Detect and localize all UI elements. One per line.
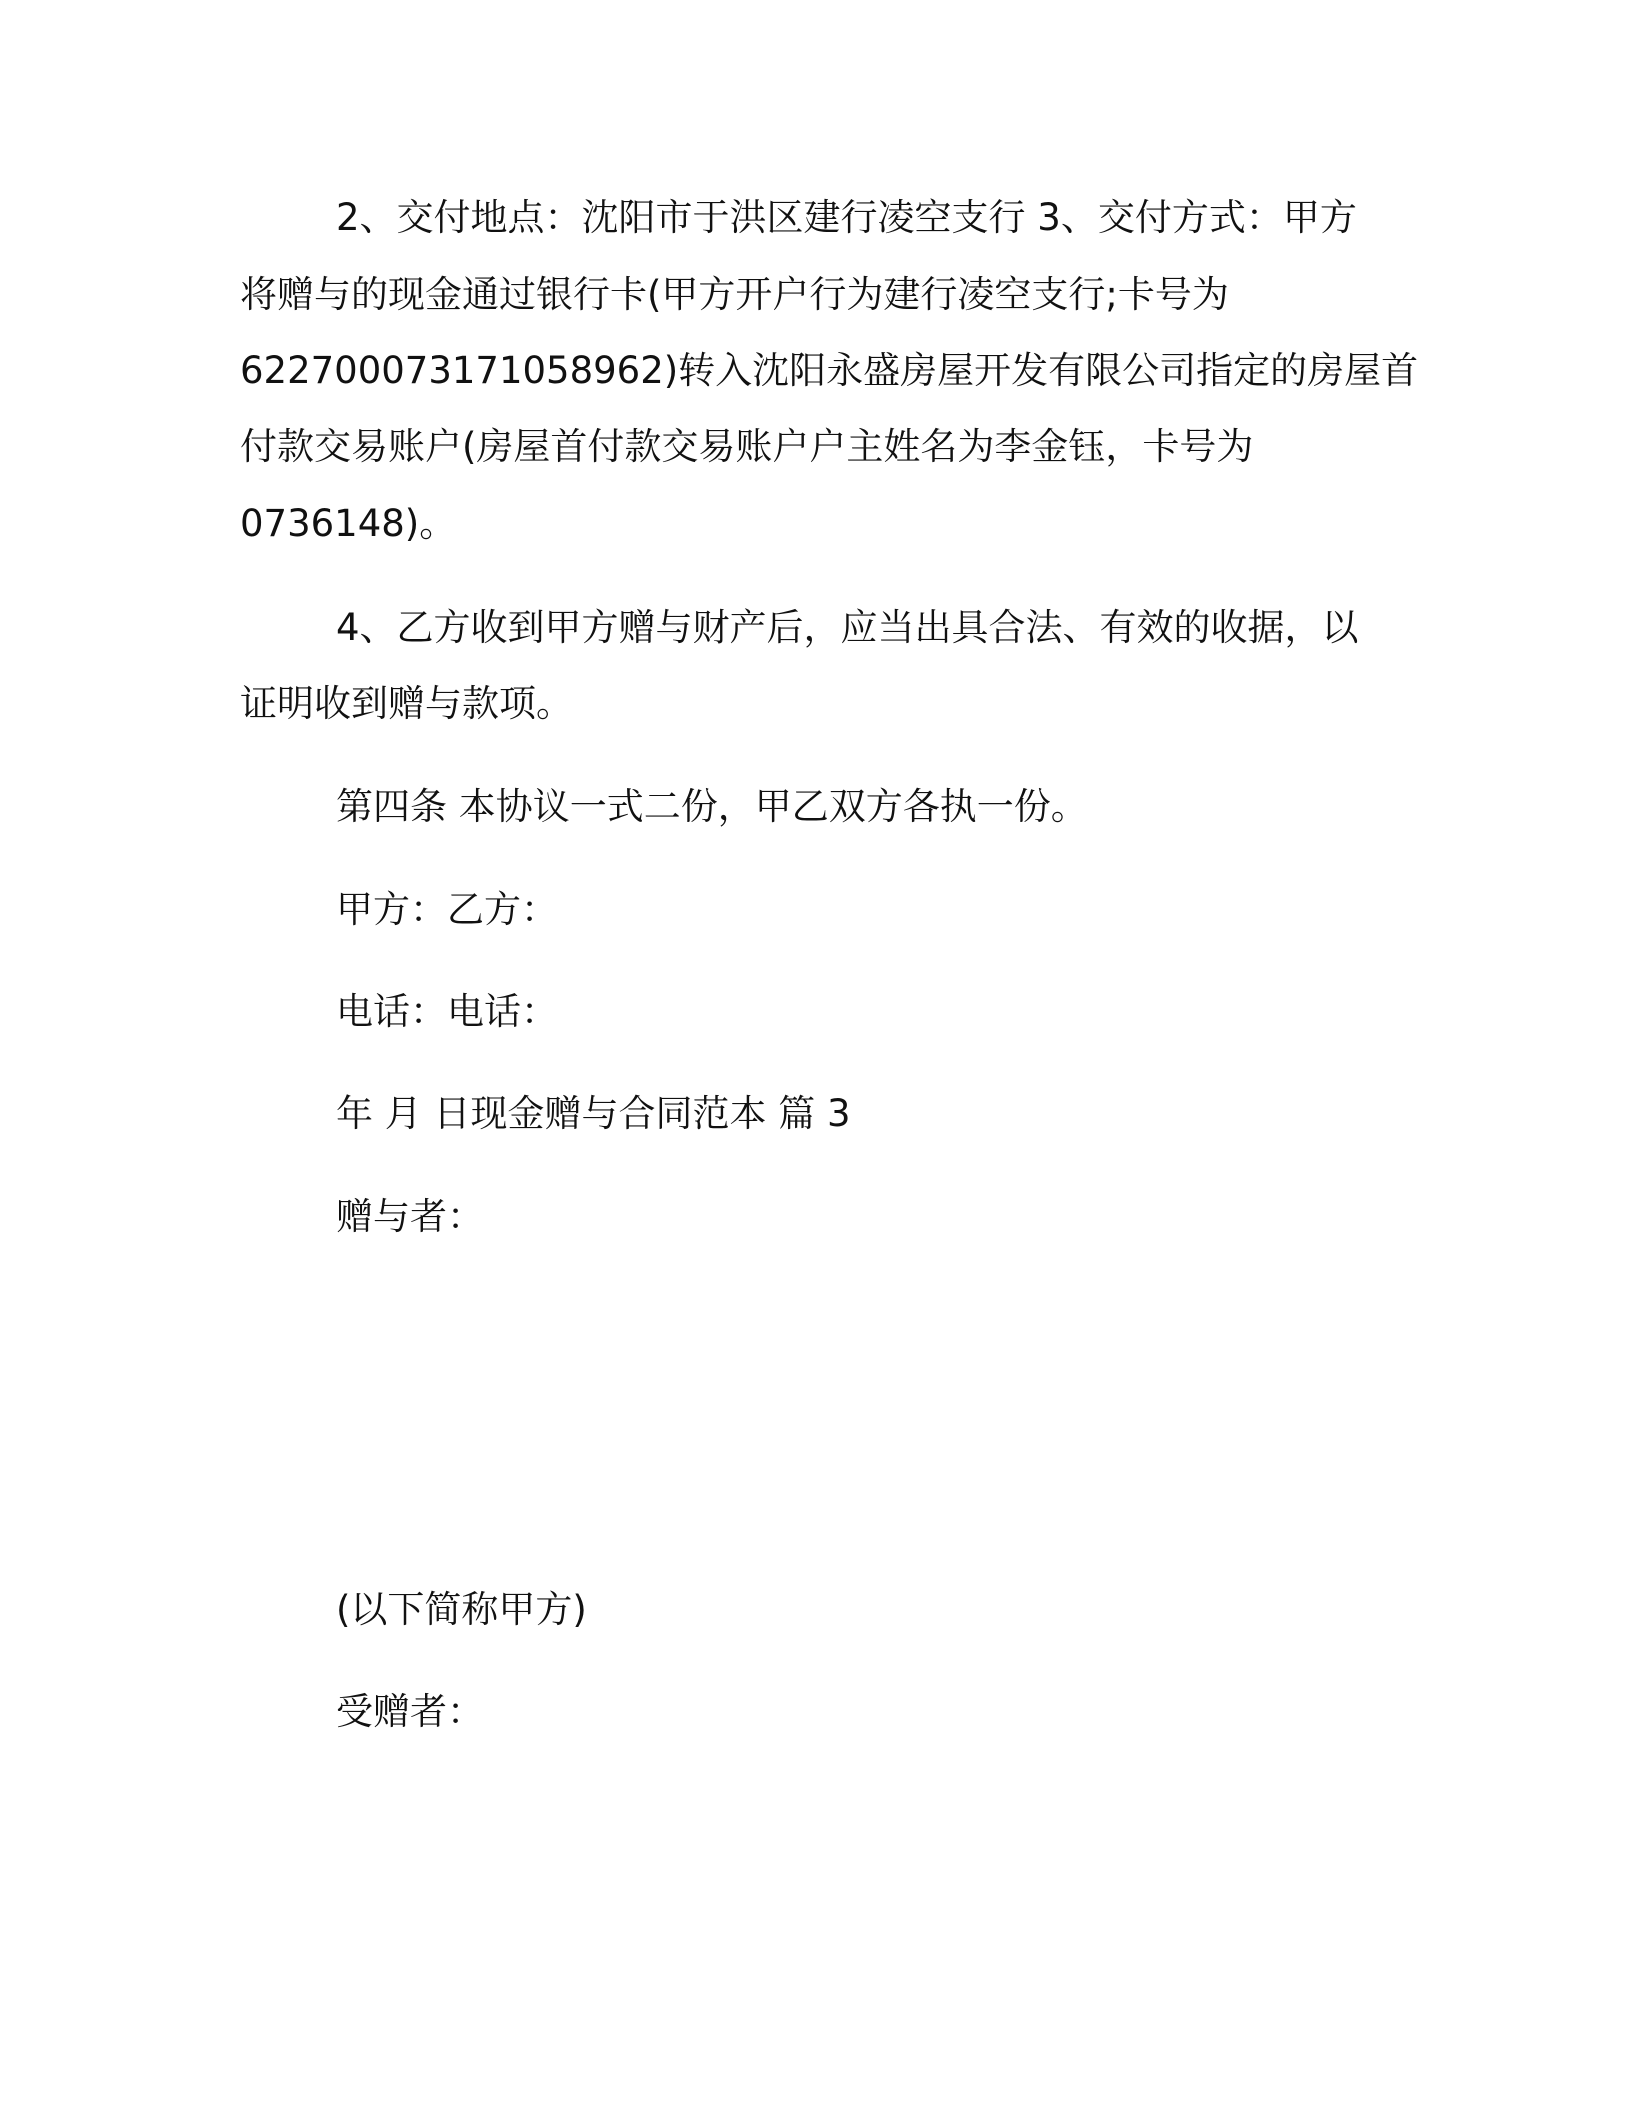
donee-label: 受赠者： (336, 1690, 484, 1733)
signature-parties: 甲方：乙方： (336, 888, 558, 931)
delivery-paragraph-line-4: 付款交易账户(房屋首付款交易账户户主姓名为李金钰，卡号为 (240, 425, 1254, 468)
delivery-paragraph-line-2: 将赠与的现金通过银行卡(甲方开户行为建行凌空支行;卡号为 (240, 273, 1229, 316)
date-and-contract-title: 年 月 日现金赠与合同范本 篇 3 (336, 1092, 851, 1135)
receipt-paragraph-line-2: 证明收到赠与款项。 (240, 682, 573, 725)
delivery-paragraph-line-5: 0736148)。 (240, 502, 457, 545)
article-four: 第四条 本协议一式二份，甲乙双方各执一份。 (336, 785, 1088, 828)
delivery-paragraph-line-1: 2、交付地点：沈阳市于洪区建行凌空支行 3、交付方式：甲方 (336, 196, 1357, 239)
delivery-paragraph-line-3: 6227000731710589​62)转入沈阳永盛房屋开发有限公司指定的房屋首 (240, 349, 1419, 392)
signature-phone: 电话：电话： (336, 990, 558, 1033)
donor-note: (以下简称甲方) (336, 1588, 587, 1631)
donor-label: 赠与者： (336, 1195, 484, 1238)
receipt-paragraph-line-1: 4、乙方收到甲方赠与财产后，应当出具合法、有效的收据，以 (336, 606, 1359, 649)
